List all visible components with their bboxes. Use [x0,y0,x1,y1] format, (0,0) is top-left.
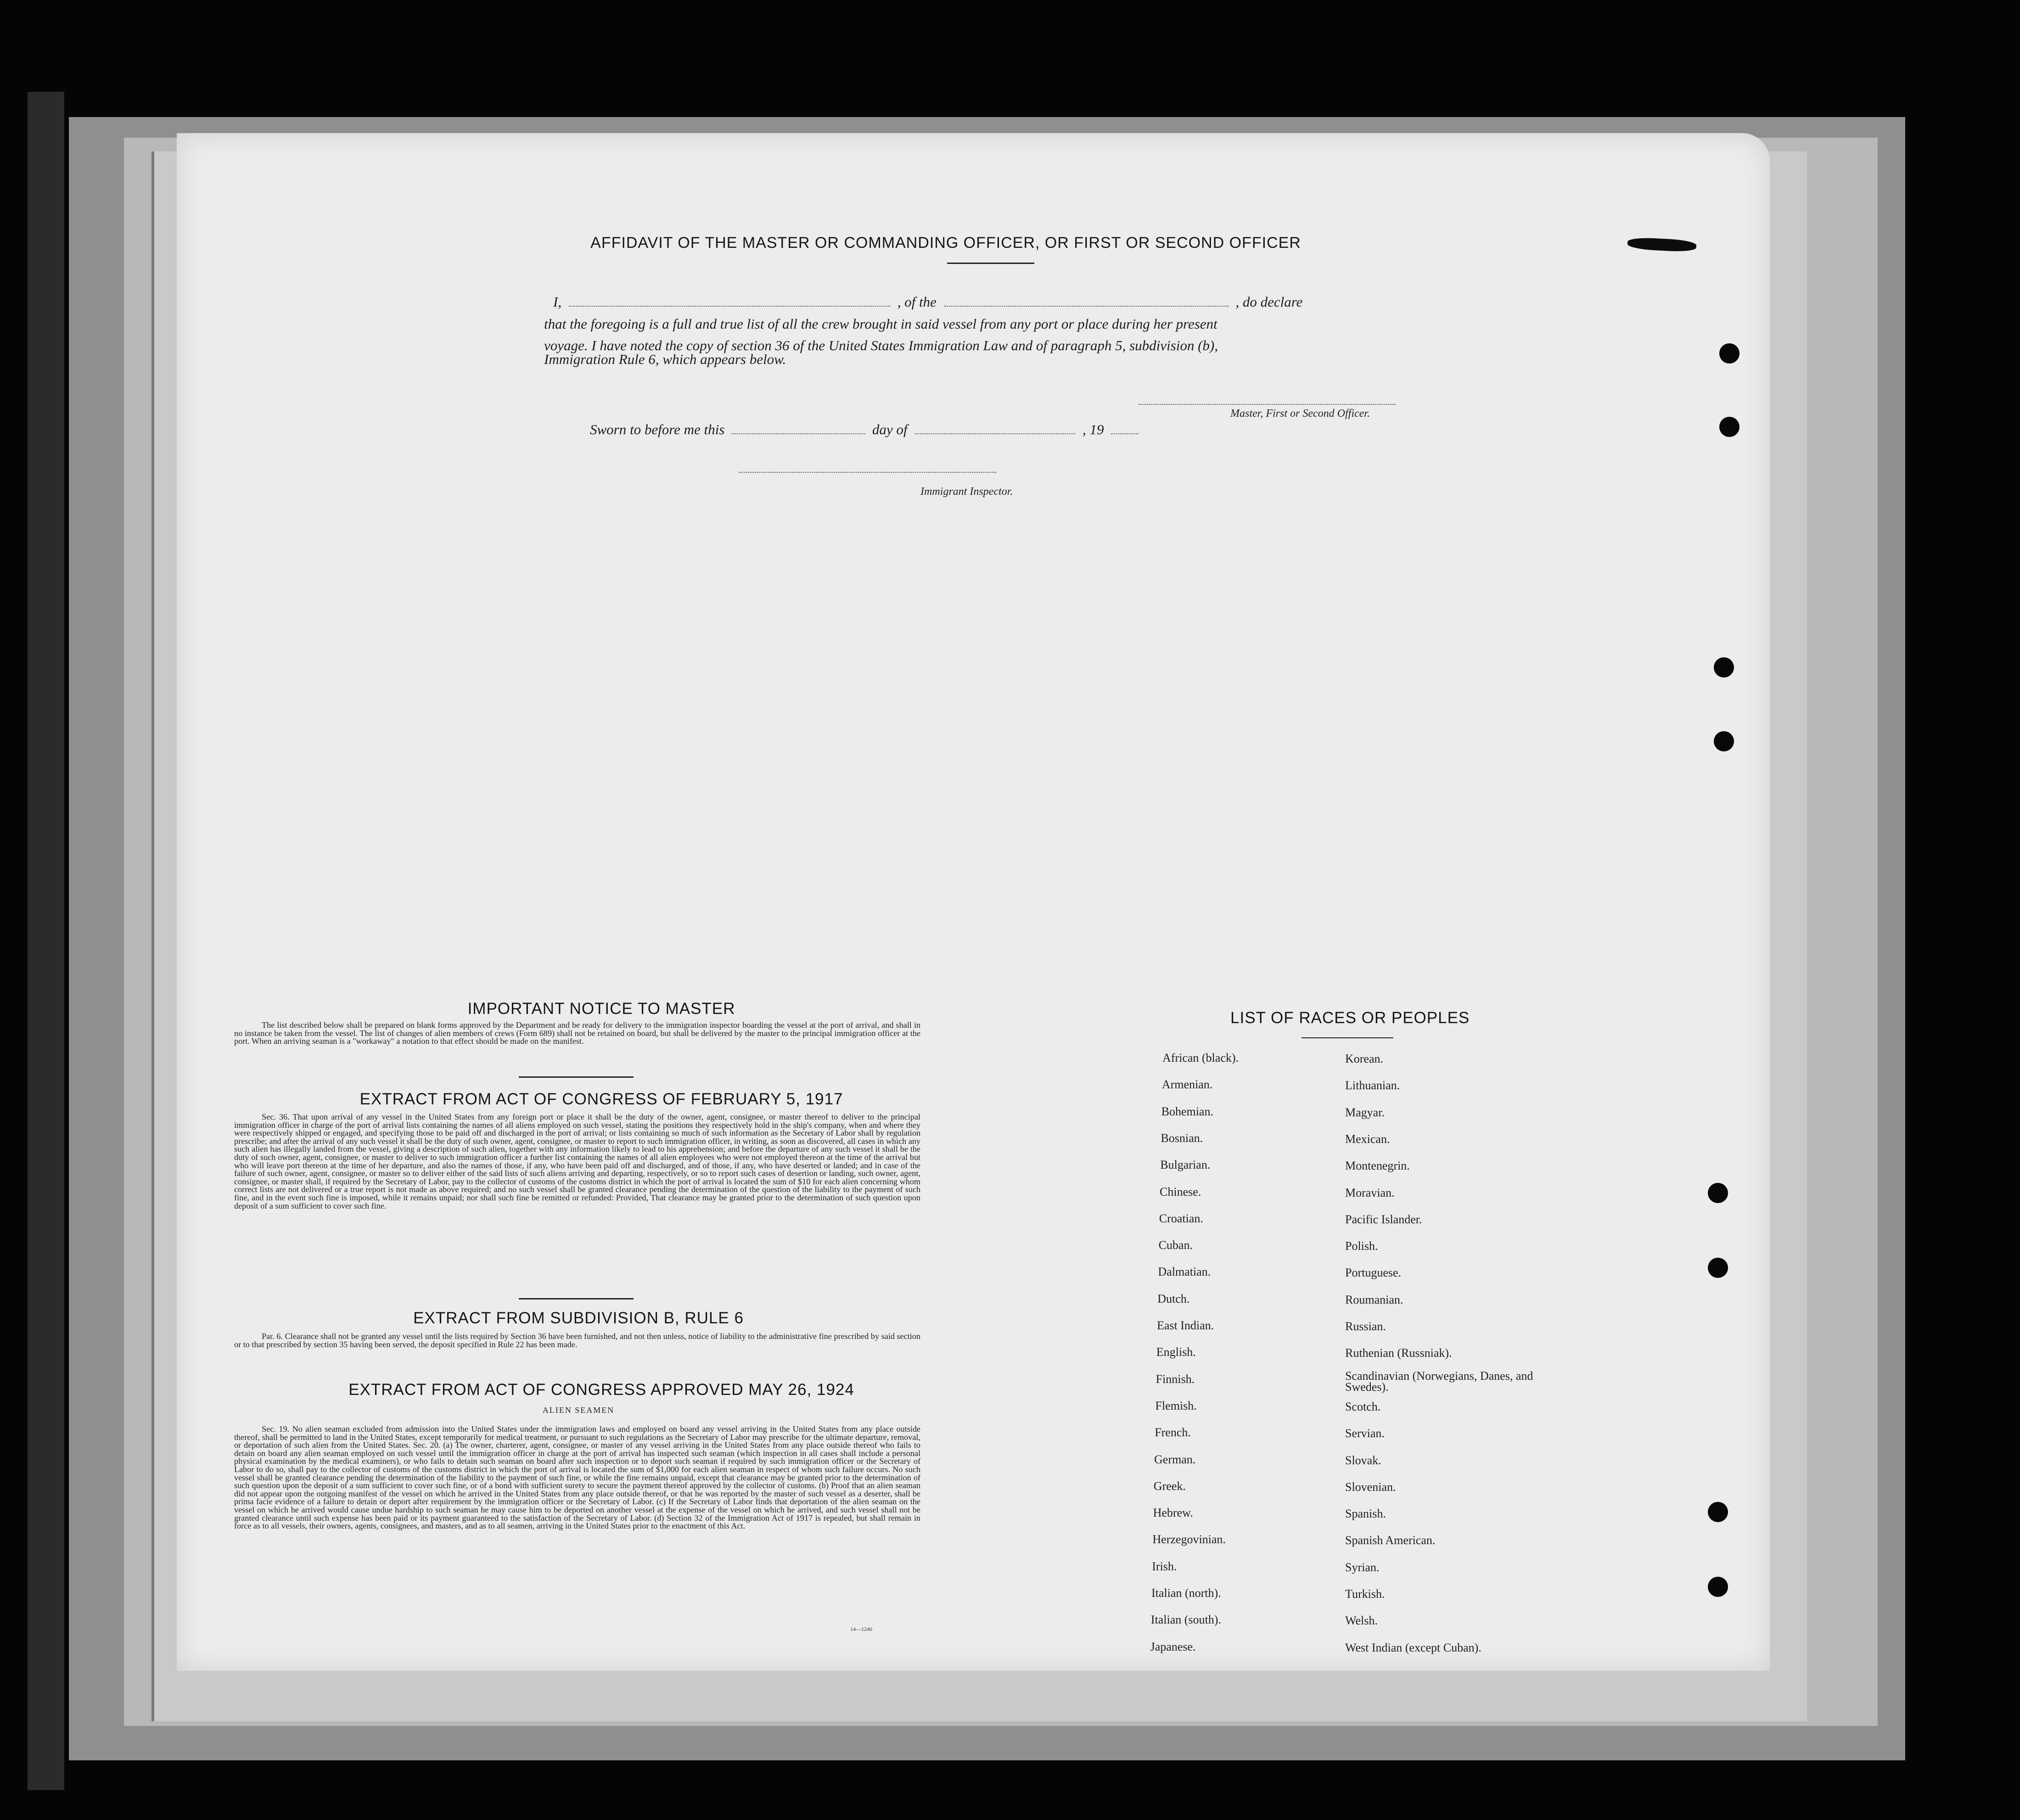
race-item: German. [1154,1452,1196,1466]
race-item: Russian. [1345,1320,1386,1333]
race-item: Dalmatian. [1158,1265,1211,1279]
race-item: Finnish. [1156,1372,1195,1386]
race-item: Bosnian. [1161,1131,1203,1145]
year-text: , 19 [1082,421,1104,437]
extract-1924-subheading: ALIEN SEAMEN [542,1406,615,1415]
race-item: Spanish American. [1345,1534,1436,1547]
races-title: LIST OF RACES OR PEOPLES [1230,1009,1470,1027]
race-item: Korean. [1345,1052,1384,1065]
races-title-rule [1302,1037,1393,1038]
race-item: Magyar. [1345,1105,1385,1119]
race-item: Turkish. [1345,1587,1385,1601]
race-item: Moravian. [1345,1186,1395,1199]
title-rule [947,263,1034,264]
extract-1917-text: Sec. 36. That upon arrival of any vessel in the United States from any foreign port or place it shall be the duty of the owner, agent, consignee, or master thereof to deliver to the principal immigration officer in charge of the port of arrival lists containing the names of all aliens employed on such vessel, stating the positions they respectively hold in the ship's company, when and where they were respectively shipped or engaged, and specifying those to be paid off and discharged in the port of arrival; or lists containing so much of such information as the Secretary of Labor shall by regulation prescribe; and after the arrival of any such vessel it shall be the duty of such owner, agent, consignee, or master to report to such immigration officer, in writing, as soon as discovered, all cases in which any such alien has illegally landed from the vessel, giving a description of such alien, together with any information likely to lead to his apprehension; and before the departure of any such vessel it shall be the duty of such owner, agent, consignee, or master to deliver to such immigration officer a further list containing the names of all alien employees who were not employed thereon at the time of the arrival but who will leave port thereon at the time of her departure, and also the names of those, if any, who have been paid off and discharged, and of those, if any, who have deserted or landed; and in case of the failure of such owner, agent, consignee, or master so to deliver either of the said lists of such aliens arriving and departing, respectively, or so to report such cases of desertion or landing, such owner, agent, consignee, or master shall, if required by the Secretary of Labor, pay to the collector of customs of the customs district in which the port of arrival is located the sum of $10 for each alien concerning whom correct lists are not delivered or a true report is not made as above required; and no such vessel shall be granted clearance pending the determination of the question of the liability to the payment of such fine, and in the event such fine is imposed, while it remains unpaid; nor shall such fine be remitted or refunded: Provided, That clearance may be granted prior to the determination of such question upon deposit of a sum sufficient to cover such fine. [234,1112,920,1210]
race-item: Irish. [1152,1559,1177,1573]
extract-1924-heading: EXTRACT FROM ACT OF CONGRESS APPROVED MAY 26, 1924 [348,1381,854,1399]
affidavit-do-declare: , do declare [1235,294,1303,310]
race-item: Bulgarian. [1160,1158,1211,1172]
punch-hole [1708,1183,1728,1203]
race-item: Armenian. [1162,1078,1213,1092]
race-item: African (black). [1162,1051,1239,1064]
race-item: Roumanian. [1345,1293,1403,1306]
race-item: Portuguese. [1345,1266,1402,1280]
race-item: Slovenian. [1345,1480,1396,1494]
race-item: Scandinavian (Norwegians, Danes, and Swedes). [1345,1369,1533,1394]
race-item: Mexican. [1345,1132,1390,1146]
punch-hole [1708,1577,1728,1597]
blank-day [732,433,865,434]
punch-hole [1714,657,1734,678]
day-of-text: day of [872,421,908,437]
race-item: Flemish. [1155,1399,1197,1412]
blank-name [569,305,890,307]
race-item: Pacific Islander. [1345,1212,1422,1226]
race-item: Servian. [1345,1427,1385,1440]
race-item: Cuban. [1158,1238,1193,1252]
punch-hole [1708,1258,1728,1278]
race-item: Welsh. [1345,1614,1378,1628]
divider [519,1298,634,1299]
race-item: Slovak. [1345,1453,1381,1467]
race-item: Italian (north). [1151,1586,1221,1600]
race-item: Syrian. [1345,1560,1380,1574]
extract-rule6-text: Par. 6. Clearance shall not be granted any vessel until the lists required by Section 36 have been furnished, and not then unless, notice of liability to the administrative fine prescribed by said section or to that prescribed by section 35 having been served, the deposit specified in Rule 22 has been made. [234,1332,920,1349]
notice-heading: IMPORTANT NOTICE TO MASTER [467,1000,735,1018]
race-item: Croatian. [1159,1211,1203,1225]
race-item: West Indian (except Cuban). [1345,1641,1481,1654]
race-item: Lithuanian. [1345,1079,1400,1092]
race-item: Montenegrin. [1345,1159,1410,1173]
scan-edge-left [28,92,64,1790]
form-number: 14—1240 [850,1626,872,1632]
race-item: English. [1156,1345,1196,1359]
race-item: Japanese. [1150,1640,1196,1653]
race-item: Hebrew. [1153,1506,1193,1520]
extract-1924-text: Sec. 19. No alien seaman excluded from admission into the United States under the immigration laws and employed on board any vessel arriving in the United States from any place outside thereof, shall be permitted to land in the United States, except temporarily for medical treatment, or pursuant to such regulations as the Secretary of Labor may prescribe for the ultimate departure, removal, or deportation of such alien from the United States. Sec. 20. (a) The owner, charterer, agent, consignee, or master of any vessel arriving in the United States from any place outside thereof who fails to detain on board any alien seaman employed on such vessel until the immigration officer in charge at the port of arrival has inspected such seaman (which inspection in all cases shall include a personal physical examination by the medical examiners), or who fails to detain such seaman on board after such inspection or to deport such seaman if required by such immigration officer or the Secretary of Labor to do so, shall pay to the collector of customs of the customs district in which the port of arrival is located the sum of $1,000 for each alien seaman in respect of whom such failure occurs. No such vessel shall be granted clearance pending the determination of the liability to the payment of such fine, or while the fine remains unpaid, except that clearance may be granted prior to the determination of such question upon the deposit of a sum sufficient to cover such fine, or of a bond with sufficient surety to secure the payment thereof approved by the collector of customs. (b) Proof that an alien seaman did not appear upon the outgoing manifest of the vessel on which he arrived in the United States from any place outside thereof, or that he was reported by the master of such vessel as a deserter, shall be prima facie evidence of a failure to detain or deport after requirement by the immigration officer or the Secretary of Labor. (c) If the Secretary of Labor finds that deportation of the alien seaman on the vessel on which he arrived would cause undue hardship to such seaman he may cause him to be deported on another vessel at the expense of the vessel on which he arrived, and such vessel shall not be granted clearance until such expense has been paid or its payment guaranteed to the satisfaction of the Secretary of Labor. (d) Section 32 of the Immigration Act of 1917 is repealed, but shall remain in force as to all vessels, their owners, agents, consignees, and masters, and as to all seamen, arriving in the United States prior to the enactment of this Act. [234,1424,920,1531]
race-item: Scotch. [1345,1400,1381,1413]
race-item: Polish. [1345,1239,1378,1253]
punch-hole [1714,731,1734,751]
affidavit-line-3: voyage. I have noted the copy of section 36 of the United States Immigration Law and of paragraph 5, subdivision (b), [544,337,1218,353]
race-item: French. [1155,1426,1191,1439]
master-signature-label: Master, First or Second Officer. [1230,408,1370,420]
race-item: Chinese. [1160,1185,1201,1198]
race-item: Herzegovinian. [1152,1533,1226,1546]
race-item: Bohemian. [1161,1104,1213,1118]
affidavit-declaration-line [553,294,1302,310]
punch-hole [1719,343,1739,364]
sworn-text: Sworn to before me this [590,421,725,437]
blank-year [1111,433,1139,434]
race-item: Dutch. [1157,1292,1190,1305]
notice-text: The list described below shall be prepared on blank forms approved by the Department and be ready for delivery to the immigration inspector boarding the vessel at the port of arrival, and shall in no instance be taken from the vessel. The list of changes of alien members of crews (Form 689) shall not be retained on board, but shall be delivered by the master to the principal immigration officer at the port. When an arriving seaman is a "workaway" a notation to that effect should be made on the manifest. [234,1020,920,1046]
punch-hole [1719,417,1739,437]
blank-month [915,433,1075,434]
affidavit-line-4: Immigration Rule 6, which appears below. [544,351,786,367]
race-item: Ruthenian (Russniak). [1345,1346,1452,1360]
race-item: Spanish. [1345,1507,1386,1521]
blank-vessel [944,305,1229,307]
affidavit-i: I, [553,294,562,310]
master-signature-line [1139,404,1396,405]
inspector-label: Immigrant Inspector. [920,486,1013,498]
extract-1917-heading: EXTRACT FROM ACT OF CONGRESS OF FEBRUARY 5, 1917 [359,1090,843,1108]
race-item: Italian (south). [1150,1613,1221,1627]
divider [519,1076,634,1078]
affidavit-of-the: , of the [897,294,937,310]
race-item: East Indian. [1157,1319,1214,1332]
inspector-signature-line [739,472,996,473]
extract-rule6-heading: EXTRACT FROM SUBDIVISION B, RULE 6 [413,1309,744,1327]
affidavit-title: AFFIDAVIT OF THE MASTER OR COMMANDING OFFICER, OR FIRST OR SECOND OFFICER [590,234,1301,252]
affidavit-line-2: that the foregoing is a full and true list of all the crew brought in said vessel from any port or place during her present [544,316,1218,332]
punch-hole [1708,1502,1728,1522]
sworn-line [590,421,1142,438]
race-item: Greek. [1153,1479,1186,1493]
